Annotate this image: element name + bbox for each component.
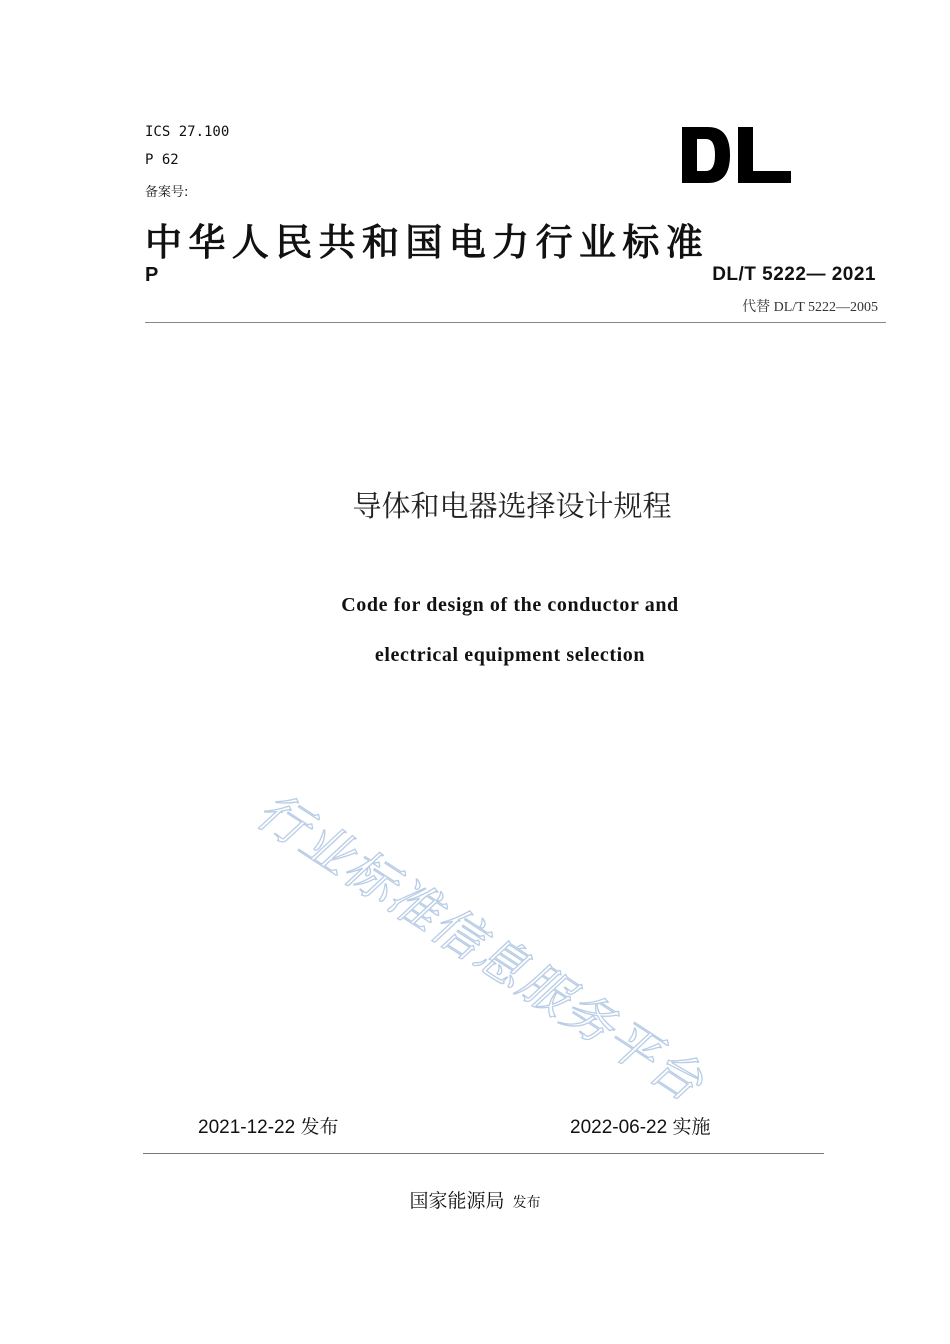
ics-code: ICS 27.100 [145,124,230,140]
issuer-suffix: 发布 [512,1195,541,1211]
replaces-standard: 代替 DL/T 5222—2005 [742,300,878,315]
issuer-line [0,1186,950,1213]
footer-divider [143,1153,824,1154]
watermark [235,780,795,1140]
header-divider [145,322,886,323]
title-chinese: 导体和电器选择设计规程 [352,489,672,523]
dl-logo [678,125,793,185]
implement-date: 2022-06-22 实施 [570,1117,711,1138]
title-english-line1: Code for design of the conductor and [341,594,679,616]
publish-date: 2021-12-22 发布 [198,1117,339,1138]
category-letter: P [145,264,159,286]
issuer: 国家能源局 [409,1190,505,1212]
classification-code: P 62 [145,152,179,168]
standard-name: 中华人民共和国电力行业标准 [145,221,710,264]
title-english-line2: electrical equipment selection [374,644,646,666]
standard-code: DL/T 5222— 2021 [712,264,876,285]
filing-number-label: 备案号: [145,185,189,200]
watermark-text: 行业标准信息服务平台 [246,781,715,1114]
